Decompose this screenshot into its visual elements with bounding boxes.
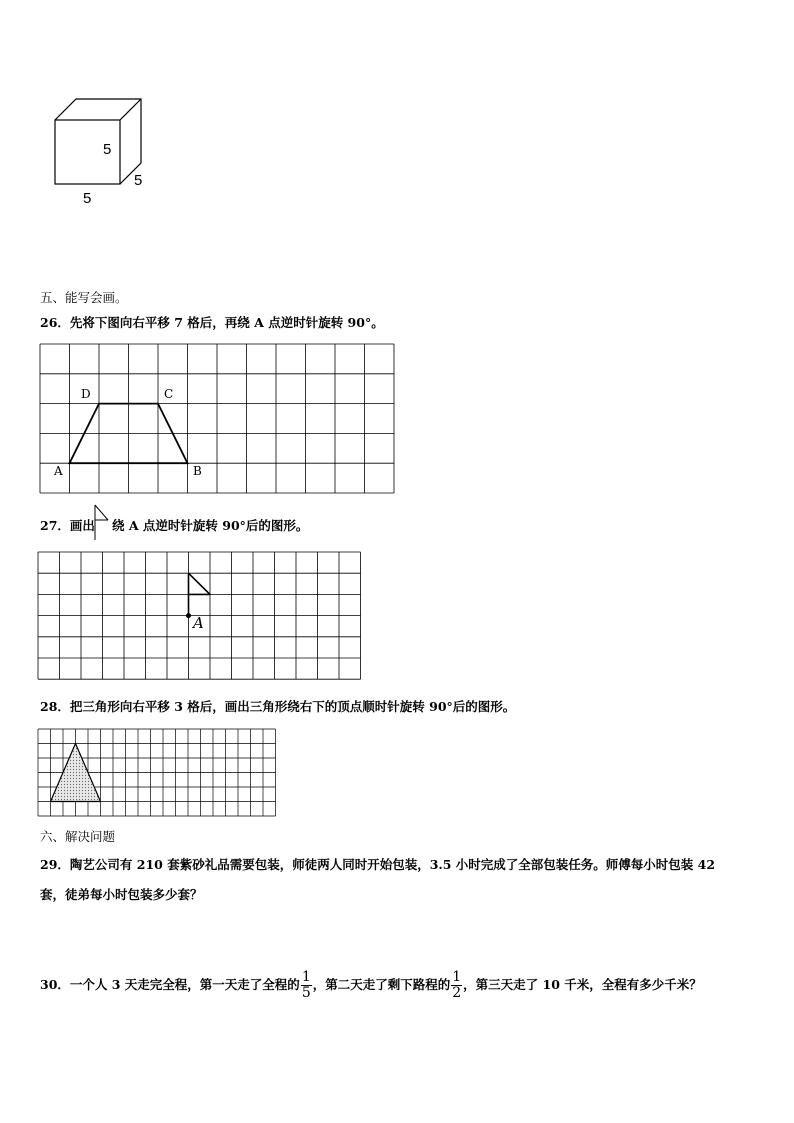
q29-line2: 套，徒弟每小时包装多少套？ (40, 887, 203, 902)
section6-title: 六、解决问题 (40, 829, 116, 844)
cube-label-right: 5 (134, 172, 143, 189)
q27-suffix: 绕 A 点逆时针旋转 90°后的图形。 (112, 518, 309, 533)
q26-label-a: A (54, 464, 63, 478)
q26-label-d: D (81, 387, 91, 401)
q30-part2: ，第二天走了剩下路程的 (312, 977, 451, 992)
q28-text: 28．把三角形向右平移 3 格后，画出三角形绕右下的顶点顺时针旋转 90°后的图形。 (40, 699, 516, 714)
cube-label-bottom: 5 (83, 190, 92, 207)
q30-frac2-num: 1 (452, 969, 462, 985)
q30-frac1-den: 5 (301, 985, 311, 1001)
q27-prefix: 27．画出 (40, 518, 95, 533)
q27-point-label: A (193, 614, 204, 632)
q26-label-b: B (193, 464, 202, 478)
q29-line1: 29．陶艺公司有 210 套紫砂礼品需要包装，师徒两人同时开始包装，3.5 小时完成了全部包装任务。师傅每小时包装 42 (40, 857, 716, 872)
q30-frac2-den: 2 (452, 985, 462, 1001)
q30-text (40, 970, 702, 1001)
q30-fraction-1 (301, 970, 312, 1001)
q26-text: 26．先将下图向右平移 7 格后，再绕 A 点逆时针旋转 90°。 (40, 315, 384, 330)
section5-title: 五、能写会画。 (40, 290, 128, 305)
q26-label-c: C (164, 387, 174, 401)
q30-frac1-num: 1 (301, 969, 311, 985)
q30-part3: ，第三天走了 10 千米，全程有多少千米？ (463, 977, 702, 992)
q30-part1: 30．一个人 3 天走完全程，第一天走了全程的 (40, 977, 300, 992)
q30-fraction-2 (451, 970, 462, 1001)
cube-label-front: 5 (103, 141, 112, 158)
